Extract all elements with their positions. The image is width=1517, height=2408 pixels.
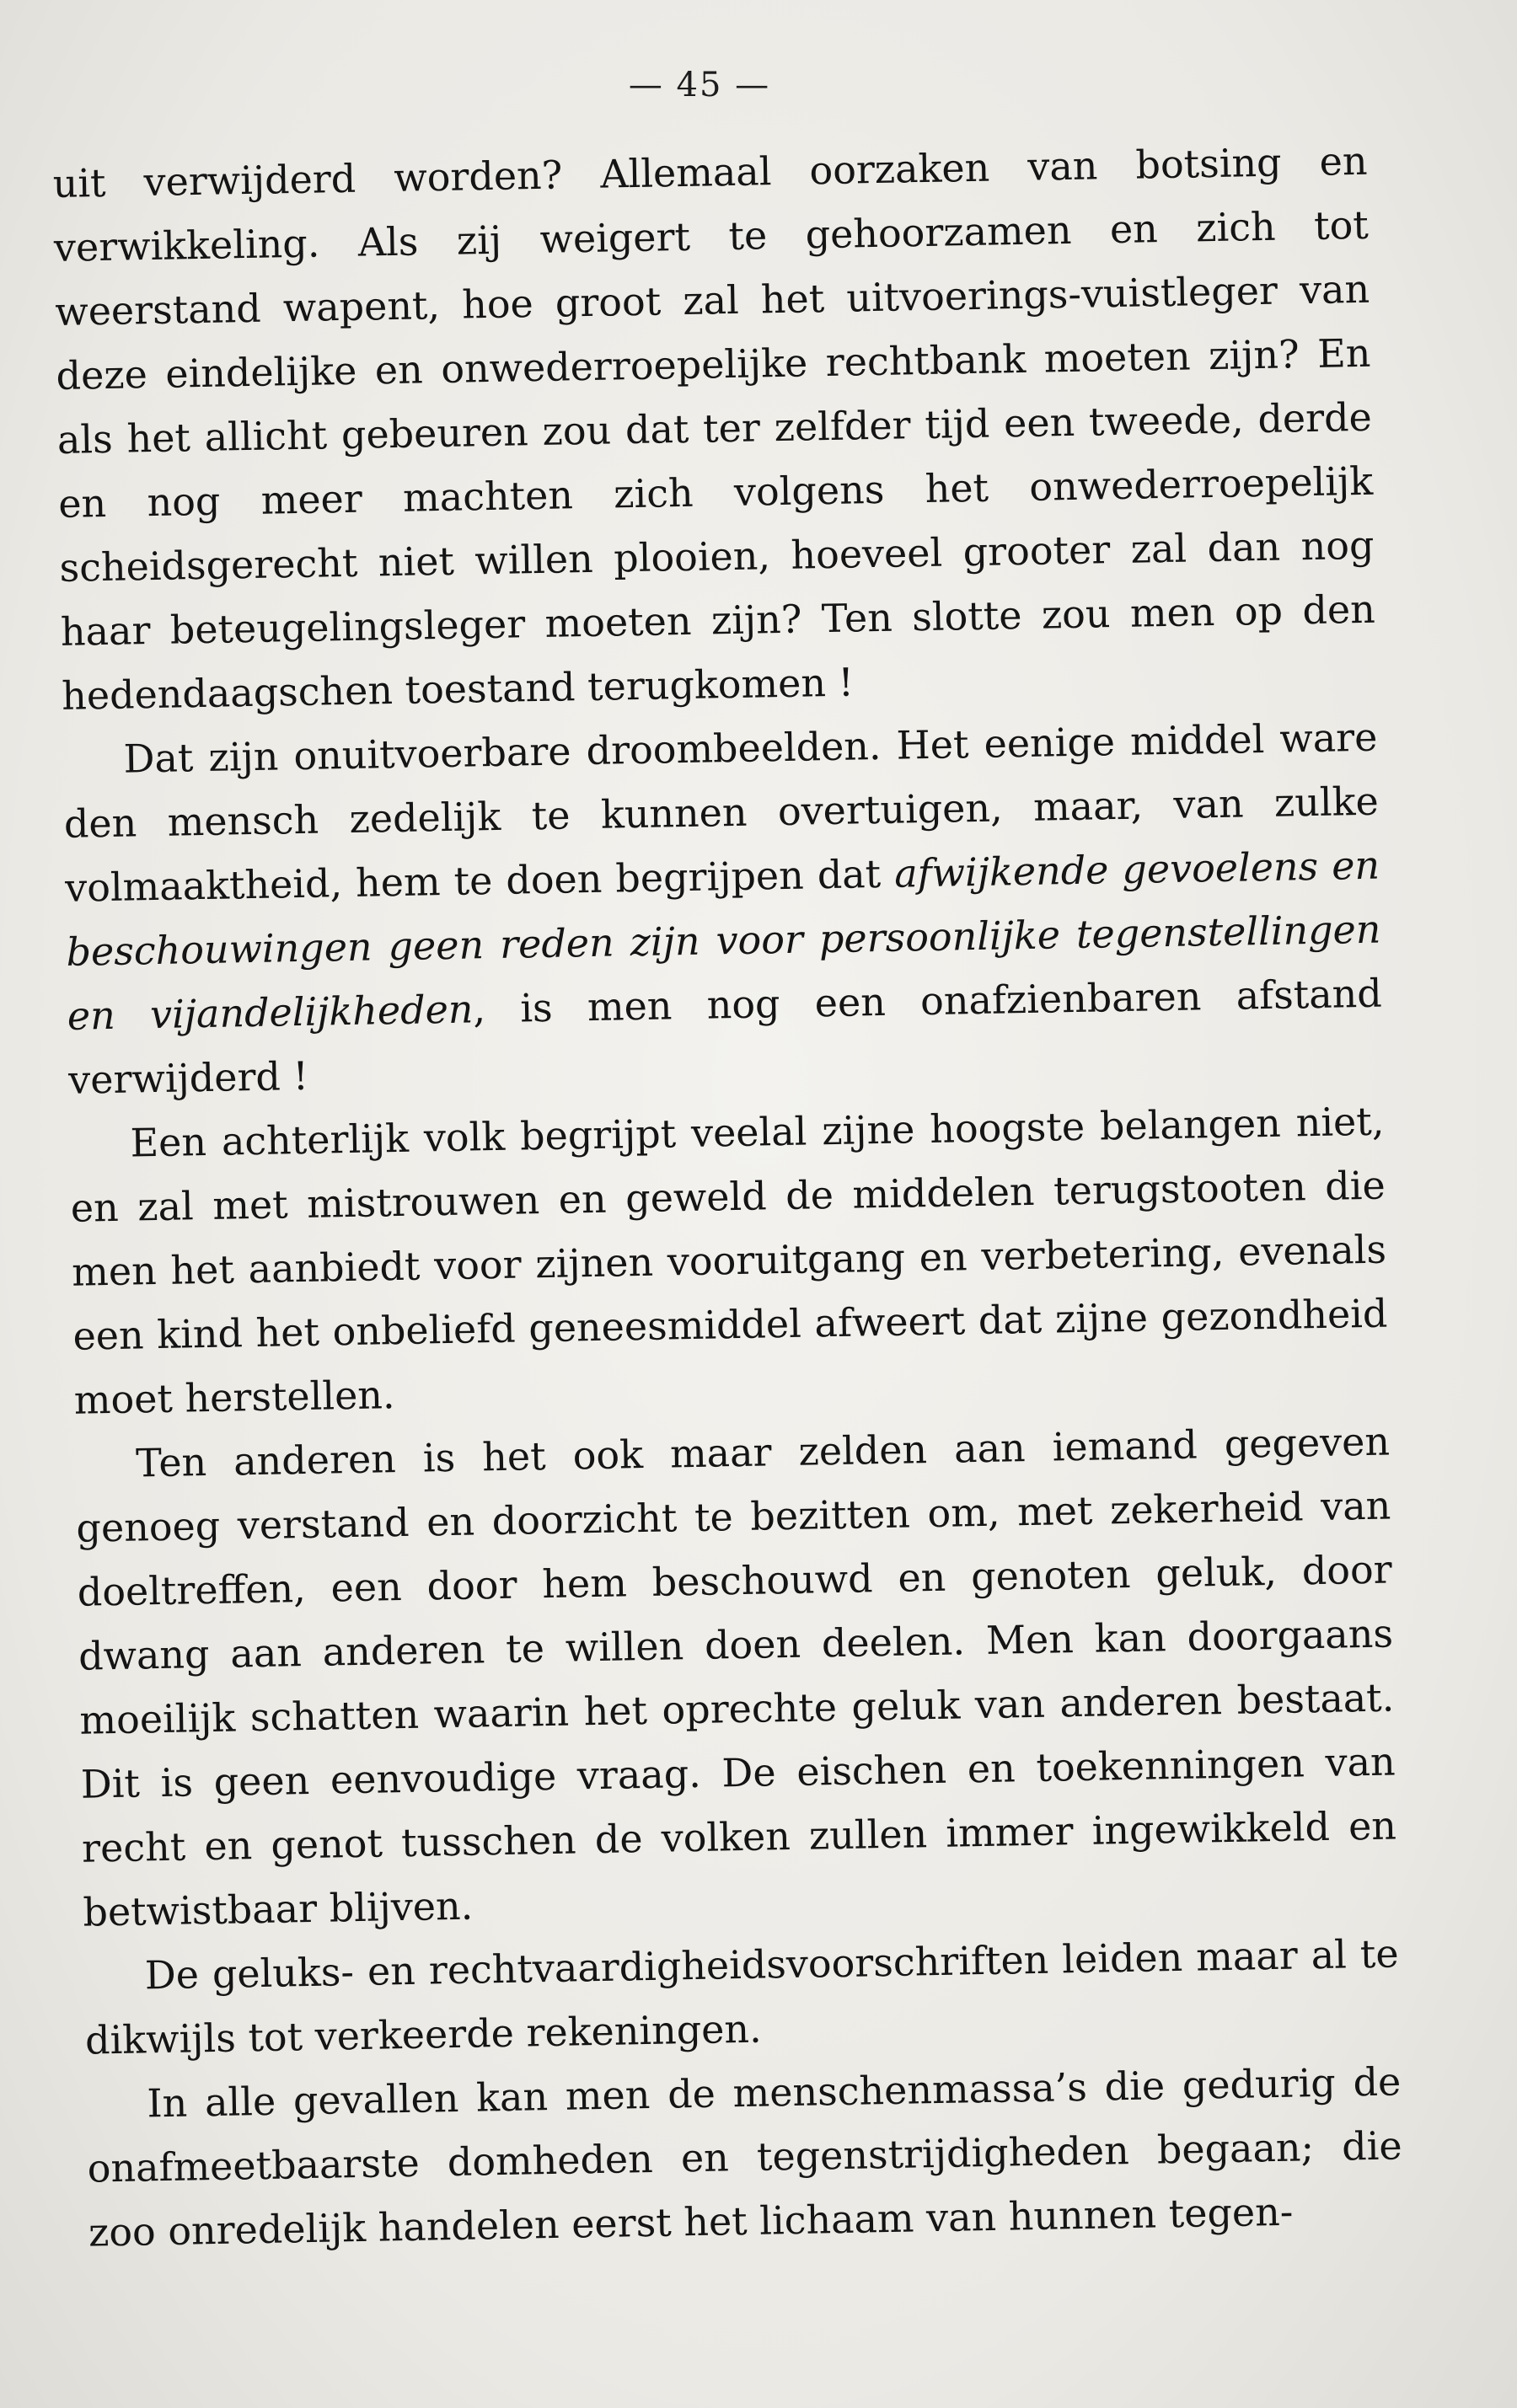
paragraph-6: In alle gevallen kan men de menschenmassa’s die gedurig de onafmeetbaarste domheden en tegenstrijdigheden begaan; die zoo onredelijk handelen eerst het lichaam van hunnen tegen- xyxy=(87,2058,1403,2255)
body-text xyxy=(52,129,1404,2265)
paragraph-4: Ten anderen is het ook maar zelden aan iemand gegeven genoeg verstand en doorzicht te bezitten om, met zekerheid van doeltreffen, een door hem beschouwd en genoten geluk, door dwang aan anderen te willen doen deelen. Men kan doorgaans moeilijk schatten waarin het oprechte geluk van anderen bestaat. Dit is geen eenvoudige vraag. De eischen en toekenningen van recht en genot tusschen de volken zullen immer ingewikkeld en betwistbaar blijven. xyxy=(76,1418,1397,1935)
paragraph-2-text-after: , is men nog een onafzienbaren afstand verwijderd ! xyxy=(67,970,1383,1103)
paragraph-2-text-before: Dat zijn onuitvoerbare droombeelden. Het eenige middel ware den mensch zedelijk te kunnen overtuigen, maar, van zulke volmaaktheid, hem te doen begrijpen dat xyxy=(63,714,1380,911)
paragraph-1: uit verwijderd worden? Allemaal oorzaken van botsing en verwikkeling. Als zij weigert te gehoorzamen en zich tot weerstand wapent, hoe groot zal het uitvoerings-vuistleger van deze eindelijke en onwederroepelijke rechtbank moeten zijn? En als het allicht gebeuren zou dat ter zelfder tijd een tweede, derde en nog meer machten zich volgens het onwederroepelijk scheidsgerecht niet willen plooien, hoeveel grooter zal dan nog haar beteugelingsleger moeten zijn? Ten slotte zou men op den hedendaagschen toestand terugkomen ! xyxy=(52,137,1376,719)
paragraph-2-italic-text: afwijkende gevoelens en beschouwingen geen reden zijn voor persoonlijke tegenstellingen en vijandelijkheden xyxy=(66,842,1381,1039)
paragraph-2 xyxy=(62,705,1384,1112)
paragraph-5: De geluks- en rechtvaardigheidsvoorschriften leiden maar al te dikwijls tot verkeerde rekeningen. xyxy=(84,1930,1400,2063)
page-number: — 45 — xyxy=(628,66,771,104)
paragraph-3: Een achterlijk volk begrijpt veelal zijne hoogste belangen niet, en zal met mistrouwen en geweld de middelen terugstooten die men het aanbiedt voor zijnen vooruitgang en verbetering, evenals een kind het onbeliefd geneesmiddel afweert dat zijne gezondheid moet herstellen. xyxy=(70,1098,1388,1423)
